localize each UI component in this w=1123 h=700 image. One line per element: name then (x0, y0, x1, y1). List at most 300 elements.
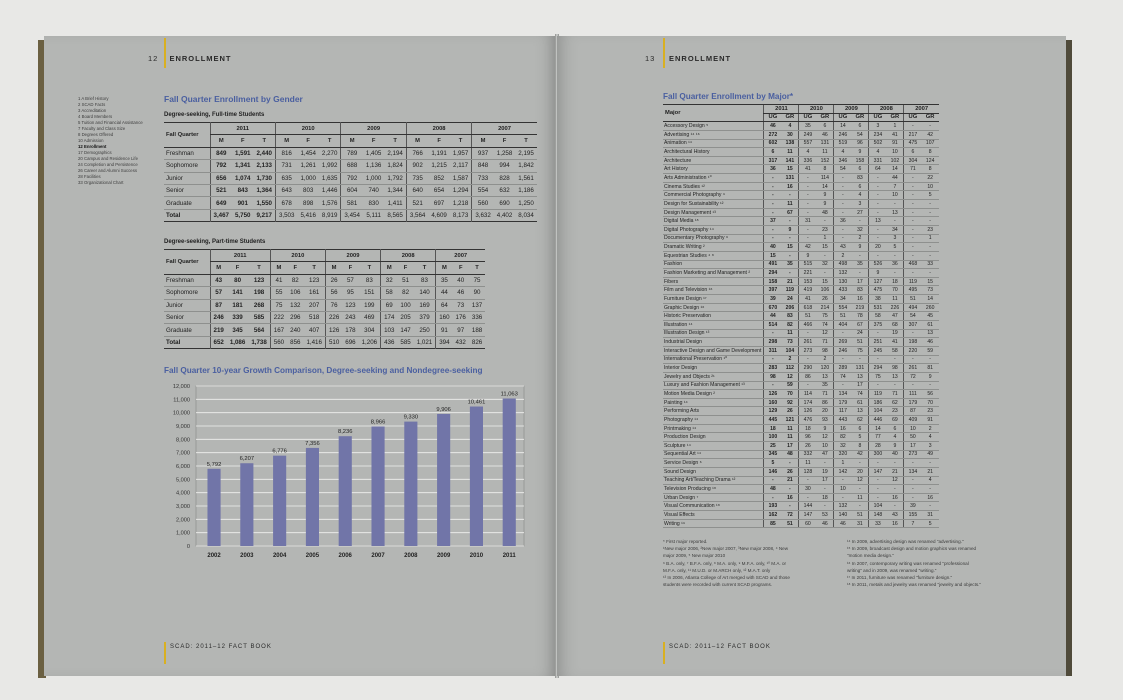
table-header-years (164, 123, 537, 135)
major-cell: - (834, 182, 852, 191)
major-cell: - (851, 251, 869, 260)
col-header: GR (781, 113, 799, 122)
major-cell: 141 (781, 156, 799, 165)
major-cell: 531 (869, 303, 887, 312)
table-cell: 296 (287, 311, 303, 323)
table-header-years (164, 250, 485, 262)
major-cell: 93 (816, 416, 834, 425)
major-cell: 5 (851, 433, 869, 442)
table-cell: 789 (341, 147, 363, 159)
toc-item: 4 Board Members (78, 114, 113, 119)
major-cell: 179 (904, 398, 922, 407)
major-cell: 39 (764, 295, 782, 304)
major-cell: 73 (921, 286, 939, 295)
major-row (663, 243, 939, 252)
major-cell: 42 (851, 450, 869, 459)
major-cell: 32 (816, 260, 834, 269)
footnote: ¹⁸ In 2011, metals and jewelry was renamed "jewelry and objects." (847, 582, 982, 588)
major-cell: 404 (834, 321, 852, 330)
major-cell: - (834, 200, 852, 209)
major-cell: 31 (921, 511, 939, 520)
major-cell: - (904, 122, 922, 131)
major-cell: 35 (851, 260, 869, 269)
table-cell: 100 (397, 299, 413, 311)
major-cell: 104 (781, 346, 799, 355)
major-row (663, 441, 939, 450)
major-cell: 17 (851, 277, 869, 286)
major-cell: - (921, 122, 939, 131)
data-label: 5,792 (206, 461, 222, 468)
table-cell: 181 (227, 299, 248, 311)
major-cell: 27 (851, 208, 869, 217)
table-cell: 1,842 (515, 160, 536, 172)
col-header: T (248, 262, 270, 274)
major-cell: 193 (764, 502, 782, 511)
major-cell: 5 (886, 243, 904, 252)
table-cell: 1,550 (253, 197, 275, 209)
major-cell: 22 (921, 174, 939, 183)
major-row (663, 312, 939, 321)
table-cell: 1,206 (359, 336, 381, 348)
major-cell: - (799, 200, 817, 209)
page-header (148, 54, 232, 63)
major-cell: 8 (816, 165, 834, 174)
row-label: Junior (164, 172, 210, 184)
col-header: T (450, 135, 472, 147)
major-cell: - (834, 174, 852, 183)
major-name: Equestrian Studies ⁴ ⁸ (663, 251, 764, 260)
major-row (663, 286, 939, 295)
major-cell: 1 (816, 234, 834, 243)
major-name: International Preservation ¹⁰ (663, 355, 764, 364)
major-name: Furniture Design ¹⁷ (663, 295, 764, 304)
growth-chart-svg (164, 382, 528, 560)
major-row (663, 407, 939, 416)
table-cell: 95 (342, 287, 358, 299)
major-cell: - (781, 485, 799, 494)
major-cell: - (834, 355, 852, 364)
major-cell: 249 (799, 130, 817, 139)
col-header: F (287, 262, 303, 274)
major-cell: 32 (834, 441, 852, 450)
major-cell: 618 (799, 303, 817, 312)
table-cell: 1,344 (384, 184, 406, 196)
major-cell: - (904, 174, 922, 183)
major-cell: - (869, 182, 887, 191)
major-row (663, 364, 939, 373)
major-cell: 220 (904, 346, 922, 355)
major-cell: 6 (904, 148, 922, 157)
parttime-subtitle: Degree-seeking, Part-time Students (164, 239, 266, 245)
col-header: GR (921, 113, 939, 122)
table-cell: 1,261 (297, 160, 318, 172)
page-footer: SCAD: 2011–12 FACT BOOK (170, 644, 272, 650)
table-cell: 697 (428, 197, 449, 209)
table-cell: 1,411 (384, 197, 406, 209)
major-row (663, 139, 939, 148)
table-cell: 635 (275, 172, 297, 184)
major-name: Digital Photography ¹⁴ (663, 225, 764, 234)
major-cell: 320 (834, 450, 852, 459)
major-cell: - (764, 355, 782, 364)
major-cell: - (764, 381, 782, 390)
major-cell: - (921, 208, 939, 217)
col-header: UG (904, 113, 922, 122)
table-row (164, 147, 537, 159)
major-cell: 246 (834, 130, 852, 139)
major-cell: 56 (921, 390, 939, 399)
table-row (164, 311, 485, 323)
col-header: F (232, 135, 253, 147)
bar (339, 436, 352, 546)
major-cell: 160 (764, 398, 782, 407)
major-cell: 670 (764, 303, 782, 312)
major-cell: 17 (816, 476, 834, 485)
major-cell: - (764, 493, 782, 502)
major-cell: - (764, 191, 782, 200)
major-cell: 261 (799, 338, 817, 347)
table-cell: 803 (297, 184, 318, 196)
major-cell: 11 (781, 424, 799, 433)
table-cell: 1,191 (428, 147, 449, 159)
major-cell: 11 (799, 459, 817, 468)
major-row (663, 485, 939, 494)
major-cell: 15 (921, 277, 939, 286)
table-cell: 1,576 (319, 197, 341, 209)
major-cell: 443 (834, 416, 852, 425)
major-row (663, 234, 939, 243)
major-cell: 82 (834, 433, 852, 442)
major-cell: 61 (851, 398, 869, 407)
toc-item: 24 Completion and Persistence (78, 162, 138, 167)
major-cell: - (921, 485, 939, 494)
total-row (164, 209, 537, 221)
major-cell: 129 (764, 407, 782, 416)
table-cell: 246 (210, 311, 227, 323)
major-cell: 498 (834, 260, 852, 269)
table-cell: 207 (303, 299, 325, 311)
table-cell: 3,467 (210, 209, 232, 221)
table-cell: 83 (414, 274, 436, 286)
major-cell: 475 (904, 139, 922, 148)
major-cell: 18 (764, 424, 782, 433)
table-header-cols (164, 135, 537, 147)
table-cell: 8,173 (450, 209, 472, 221)
major-cell: 36 (834, 217, 852, 226)
major-cell: - (886, 381, 904, 390)
table-cell: 696 (342, 336, 358, 348)
major-cell: 41 (799, 295, 817, 304)
major-cell: 10 (886, 148, 904, 157)
major-cell: 42 (799, 243, 817, 252)
major-cell: 466 (799, 321, 817, 330)
major-cell: 433 (834, 286, 852, 295)
major-row (663, 459, 939, 468)
footnote: ⁶ B.A. only, ⁷ B.F.A. only, ⁸ M.A. only, ⁹ M.F.A. only, ¹⁰ M.A. or (663, 560, 787, 566)
major-name: Industrial Design (663, 338, 764, 347)
major-cell: 117 (834, 407, 852, 416)
table-cell: 733 (472, 172, 494, 184)
major-row (663, 165, 939, 174)
footnotes-left (663, 538, 790, 588)
year-header: 2011 (210, 123, 275, 135)
year-header: 2007 (436, 250, 485, 262)
table-cell: 219 (210, 324, 227, 336)
bar (470, 407, 483, 546)
table-cell: 1,635 (319, 172, 341, 184)
major-cell: 46 (816, 519, 834, 528)
major-name: Urban Design ⁷ (663, 493, 764, 502)
major-cell: 468 (904, 260, 922, 269)
major-cell: 26 (781, 407, 799, 416)
major-cell: 11 (781, 329, 799, 338)
col-header: F (453, 262, 469, 274)
x-tick-label: 2004 (272, 553, 287, 559)
major-cell: - (781, 191, 799, 200)
major-cell: - (886, 485, 904, 494)
major-cell: 17 (781, 441, 799, 450)
major-cell: 74 (834, 372, 852, 381)
major-cell: 83 (781, 312, 799, 321)
major-cell: 4 (781, 122, 799, 131)
year-header: 2010 (799, 105, 834, 114)
table-cell: 1,416 (303, 336, 325, 348)
table-cell: 1,186 (515, 184, 536, 196)
major-cell: 106 (816, 286, 834, 295)
row-label: Total (164, 336, 210, 348)
major-name: Accessory Design ⁵ (663, 122, 764, 131)
major-cell: 3 (921, 441, 939, 450)
toc-item: 10 Admission (78, 138, 104, 143)
major-cell: 251 (869, 338, 887, 347)
major-cell: 50 (904, 433, 922, 442)
major-cell: 54 (834, 165, 852, 174)
major-name: Fashion Marketing and Management ² (663, 269, 764, 278)
table-cell: 3,454 (341, 209, 363, 221)
major-cell: 23 (921, 407, 939, 416)
table-cell: 937 (472, 147, 494, 159)
major-cell: 19 (886, 329, 904, 338)
footnote: ¹⁶ In 2007, contemporary writing was renamed "professional (847, 560, 969, 566)
major-cell: 54 (851, 130, 869, 139)
major-cell: 1 (834, 459, 852, 468)
major-cell: - (781, 502, 799, 511)
major-cell: 494 (904, 303, 922, 312)
table-cell: 80 (227, 274, 248, 286)
y-tick-label: 3,000 (176, 504, 190, 510)
major-cell: 42 (921, 130, 939, 139)
col-header: M (270, 262, 287, 274)
major-cell: - (921, 217, 939, 226)
table-cell: 160 (436, 311, 453, 323)
table-cell: 656 (210, 172, 232, 184)
major-cell: 24 (851, 329, 869, 338)
major-cell: 495 (904, 286, 922, 295)
major-header-years (663, 105, 939, 114)
major-cell: 375 (869, 321, 887, 330)
table-cell: 604 (341, 184, 363, 196)
major-cell: 5 (764, 459, 782, 468)
major-section-title: Fall Quarter Enrollment by Major* (663, 92, 794, 101)
table-cell: 5,750 (232, 209, 253, 221)
major-cell: 67 (781, 208, 799, 217)
major-cell: 491 (764, 260, 782, 269)
table-row (164, 172, 537, 184)
table-cell: 640 (406, 184, 428, 196)
major-cell: 86 (799, 372, 817, 381)
major-cell: - (799, 234, 817, 243)
major-cell: 162 (764, 511, 782, 520)
table-cell: 518 (303, 311, 325, 323)
table-cell: 4,609 (428, 209, 449, 221)
major-cell: 83 (851, 174, 869, 183)
table-cell: 90 (469, 287, 485, 299)
major-cell: 30 (799, 485, 817, 494)
table-cell: 690 (494, 197, 515, 209)
major-row (663, 511, 939, 520)
major-cell: - (851, 459, 869, 468)
table-row (164, 160, 537, 172)
major-cell: 198 (904, 338, 922, 347)
major-cell: 72 (781, 511, 799, 520)
major-cell: 104 (869, 407, 887, 416)
major-name: Dramatic Writing ² (663, 243, 764, 252)
table-cell: 140 (414, 287, 436, 299)
major-cell: - (799, 381, 817, 390)
major-cell: - (816, 485, 834, 494)
major-cell: 51 (904, 295, 922, 304)
major-cell: 39 (904, 502, 922, 511)
major-cell: 13 (886, 208, 904, 217)
major-cell: 127 (869, 277, 887, 286)
major-cell: 81 (921, 364, 939, 373)
table-cell: 9,217 (253, 209, 275, 221)
table-cell: 8,919 (319, 209, 341, 221)
major-cell: - (764, 174, 782, 183)
table-cell: 654 (428, 184, 449, 196)
major-name: Fashion (663, 260, 764, 269)
major-row (663, 493, 939, 502)
major-cell: 78 (851, 312, 869, 321)
major-name: Sequential Art ¹⁴ (663, 450, 764, 459)
major-cell: 519 (834, 139, 852, 148)
x-tick-label: 2009 (436, 553, 451, 559)
major-cell: - (904, 200, 922, 209)
major-cell: 260 (921, 303, 939, 312)
major-cell: 40 (764, 243, 782, 252)
table-cell: 1,587 (450, 172, 472, 184)
major-name: Animation ¹⁴ (663, 139, 764, 148)
major-cell: 9 (816, 424, 834, 433)
major-cell: 153 (799, 277, 817, 286)
footnote: ¹³ In 2006, Atlanta College of Art merged with SCAD and those (663, 575, 790, 581)
major-cell: 19 (816, 467, 834, 476)
y-tick-label: 11,000 (173, 397, 190, 404)
major-cell: 98 (886, 364, 904, 373)
major-cell: 36 (886, 260, 904, 269)
major-cell: - (869, 191, 887, 200)
right-page (557, 36, 1066, 676)
major-name: Production Design (663, 433, 764, 442)
major-cell: 290 (799, 364, 817, 373)
col-header: F (363, 135, 384, 147)
table-cell: 151 (359, 287, 381, 299)
table-cell: 585 (248, 311, 270, 323)
table-cell: 5,111 (363, 209, 384, 221)
table-header-cols (164, 262, 485, 274)
row-label: Freshman (164, 274, 210, 286)
major-cell: - (904, 251, 922, 260)
major-cell: 26 (781, 467, 799, 476)
table-cell: 379 (414, 311, 436, 323)
table-cell: 830 (363, 197, 384, 209)
major-cell: 120 (816, 364, 834, 373)
major-cell: 62 (851, 416, 869, 425)
table-cell: 91 (436, 324, 453, 336)
table-cell: 243 (342, 311, 358, 323)
bar (437, 414, 450, 546)
major-cell: 7 (886, 182, 904, 191)
major-cell: 4 (886, 433, 904, 442)
major-cell: 419 (799, 286, 817, 295)
major-cell: 261 (904, 364, 922, 373)
major-name: Illustration ¹⁴ (663, 321, 764, 330)
table-cell: 678 (275, 197, 297, 209)
table-row (164, 287, 485, 299)
major-cell: - (869, 459, 887, 468)
major-cell: 289 (834, 364, 852, 373)
table-cell: 1,000 (363, 172, 384, 184)
table-cell: 560 (270, 336, 287, 348)
major-cell: - (869, 381, 887, 390)
footnote: M.F.A. only, ¹¹ M.U.D. or M.ARCH only, ¹² M.A.T. only (663, 567, 771, 573)
major-cell: 126 (799, 407, 817, 416)
major-cell: - (869, 174, 887, 183)
table-cell: 2,194 (384, 147, 406, 159)
table-cell: 141 (227, 287, 248, 299)
row-label-header: Fall Quarter (164, 123, 210, 148)
major-cell: 3 (886, 234, 904, 243)
major-cell: 9 (921, 372, 939, 381)
major-cell: 272 (764, 130, 782, 139)
col-header: UG (764, 113, 782, 122)
major-row (663, 269, 939, 278)
major-cell: - (869, 355, 887, 364)
major-cell: 83 (851, 286, 869, 295)
major-cell: 332 (799, 450, 817, 459)
year-header: 2010 (270, 250, 325, 262)
footnote: ¹⁴ In 2009, advertising design was renamed "advertising." (847, 539, 964, 544)
major-cell: 14 (921, 295, 939, 304)
col-header: M (472, 135, 494, 147)
major-cell: 51 (851, 338, 869, 347)
major-cell: - (904, 381, 922, 390)
major-cell: - (764, 476, 782, 485)
col-header: M (341, 135, 363, 147)
table-row (164, 324, 485, 336)
major-cell: 43 (886, 511, 904, 520)
major-cell: 16 (781, 182, 799, 191)
toc-item: 20 Campus and Residence Life (78, 156, 138, 161)
table-cell: 816 (275, 147, 297, 159)
table-cell: 123 (342, 299, 358, 311)
col-header: M (210, 135, 232, 147)
major-name: Visual Effects (663, 511, 764, 520)
footnote: * First major reported. (663, 539, 708, 544)
table-cell: 76 (325, 299, 342, 311)
major-cell: 86 (816, 398, 834, 407)
major-cell: 4 (869, 148, 887, 157)
